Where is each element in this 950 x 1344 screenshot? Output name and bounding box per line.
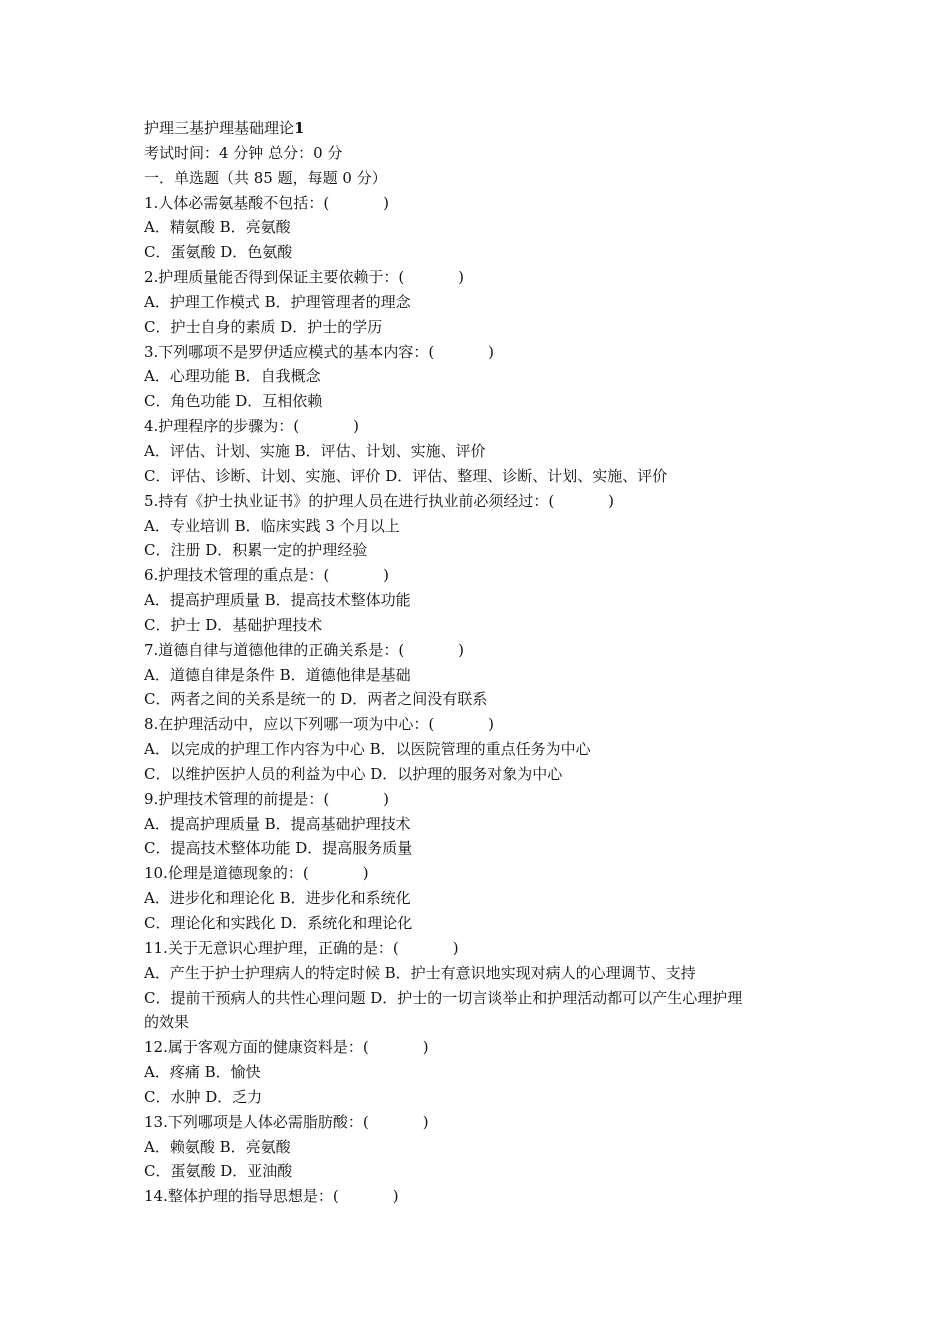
question-close-paren: ) xyxy=(383,566,390,585)
question-stem xyxy=(144,1035,824,1060)
question-close-paren: ) xyxy=(488,715,495,734)
document-title xyxy=(144,116,824,141)
question-stem xyxy=(144,489,824,514)
question-close-paren: ) xyxy=(422,1038,429,1057)
question-text: 13.下列哪项是人体必需脂肪酸：( xyxy=(144,1112,369,1131)
question-option-line: A．护理工作模式 B．护理管理者的理念 xyxy=(144,292,411,311)
question-option-line: A．评估、计划、实施 B．评估、计划、实施、评价 xyxy=(144,441,486,460)
question-stem xyxy=(144,340,824,365)
question-text: 4.护理程序的步骤为：( xyxy=(144,417,300,436)
question-option-line: C．护士自身的素质 D．护士的学历 xyxy=(144,317,383,336)
question-text: 7.道德自律与道德他律的正确关系是：( xyxy=(144,640,405,659)
question-option-line: C．评估、诊断、计划、实施、评价 D．评估、整理、诊断、计划、实施、评价 xyxy=(144,466,668,485)
question-close-paren: ) xyxy=(362,864,369,883)
title-text: 护理三基护理基础理论 xyxy=(144,119,295,137)
question-stem xyxy=(144,191,824,216)
question-option-line: A．提高护理质量 B．提高技术整体功能 xyxy=(144,591,411,610)
question-option-line: A．专业培训 B．临床实践 3 个月以上 xyxy=(144,516,400,535)
question-close-paren: ) xyxy=(458,268,465,287)
question-close-paren: ) xyxy=(422,1112,429,1131)
question-option-line: A．进步化和理论化 B．进步化和系统化 xyxy=(144,889,411,908)
title-number: 1 xyxy=(294,119,305,137)
question-close-paren: ) xyxy=(383,193,390,212)
question-text: 5.持有《护士执业证书》的护理人员在进行执业前必须经过：( xyxy=(144,491,555,510)
question-close-paren: ) xyxy=(383,789,390,808)
question-close-paren: ) xyxy=(392,1187,399,1206)
question-text: 8.在护理活动中，应以下列哪一项为中心：( xyxy=(144,715,435,734)
question-option-line: C．蛋氨酸 D．亚油酸 xyxy=(144,1162,293,1181)
question-stem xyxy=(144,265,824,290)
question-option-line: C．角色功能 D．互相依赖 xyxy=(144,392,323,411)
question-option-line: C．理论化和实践化 D．系统化和理论化 xyxy=(144,914,413,932)
question-option-line: A．产生于护士护理病人的特定时候 B．护士有意识地实现对病人的心理调节、支持 xyxy=(144,963,696,982)
question-stem xyxy=(144,787,824,812)
exam-info: 考试时间：4 分钟 总分：0 分 xyxy=(144,143,343,162)
question-text: 9.护理技术管理的前提是：( xyxy=(144,789,330,808)
question-option-line: C．以维护医护人员的利益为中心 D．以护理的服务对象为中心 xyxy=(144,764,563,783)
question-option-line: A．赖氨酸 B．亮氨酸 xyxy=(144,1137,291,1156)
question-text: 1.人体必需氨基酸不包括：( xyxy=(144,193,330,212)
question-stem xyxy=(144,1110,824,1135)
question-stem xyxy=(144,414,824,439)
question-stem xyxy=(144,712,824,737)
question-text: 12.属于客观方面的健康资料是：( xyxy=(144,1038,369,1057)
question-close-paren: ) xyxy=(458,640,465,659)
document-body xyxy=(144,116,824,1209)
question-option-line: A．道德自律是条件 B．道德他律是基础 xyxy=(144,665,411,684)
question-text: 14.整体护理的指导思想是：( xyxy=(144,1187,339,1206)
question-stem xyxy=(144,861,824,886)
question-text: 2.护理质量能否得到保证主要依赖于：( xyxy=(144,268,405,287)
question-text: 3.下列哪项不是罗伊适应模式的基本内容：( xyxy=(144,342,435,361)
question-option-line: C．提前干预病人的共性心理问题 D．护士的一切言谈举止和护理活动都可以产生心理护理 xyxy=(144,988,743,1007)
question-text: 6.护理技术管理的重点是：( xyxy=(144,566,330,585)
section-heading: 一．单选题（共 85 题，每题 0 分） xyxy=(144,168,387,187)
question-option-line: C．蛋氨酸 D．色氨酸 xyxy=(144,243,293,262)
question-text: 11.关于无意识心理护理，正确的是：( xyxy=(144,938,399,957)
question-stem xyxy=(144,563,824,588)
question-close-paren: ) xyxy=(452,938,459,957)
question-option-line: C．注册 D．积累一定的护理经验 xyxy=(144,541,368,560)
question-option-line: A．疼痛 B．愉快 xyxy=(144,1063,261,1082)
question-option-line: C．提高技术整体功能 D．提高服务质量 xyxy=(144,839,413,858)
question-option-line: A．心理功能 B．自我概念 xyxy=(144,367,321,386)
question-option-line: A．精氨酸 B．亮氨酸 xyxy=(144,218,291,237)
question-text: 10.伦理是道德现象的：( xyxy=(144,864,309,883)
question-option-line: 的效果 xyxy=(144,1013,190,1032)
question-option-line: C．水肿 D．乏力 xyxy=(144,1087,263,1106)
question-stem xyxy=(144,1184,824,1209)
question-close-paren: ) xyxy=(488,342,495,361)
question-close-paren: ) xyxy=(608,491,615,510)
question-option-line: A．以完成的护理工作内容为中心 B．以医院管理的重点任务为中心 xyxy=(144,740,591,759)
question-close-paren: ) xyxy=(353,417,360,436)
question-stem xyxy=(144,936,824,961)
question-stem xyxy=(144,638,824,663)
question-list xyxy=(144,191,824,1210)
question-option-line: A．提高护理质量 B．提高基础护理技术 xyxy=(144,814,411,833)
question-option-line: C．护士 D．基础护理技术 xyxy=(144,615,323,634)
question-option-line: C．两者之间的关系是统一的 D．两者之间没有联系 xyxy=(144,690,488,709)
